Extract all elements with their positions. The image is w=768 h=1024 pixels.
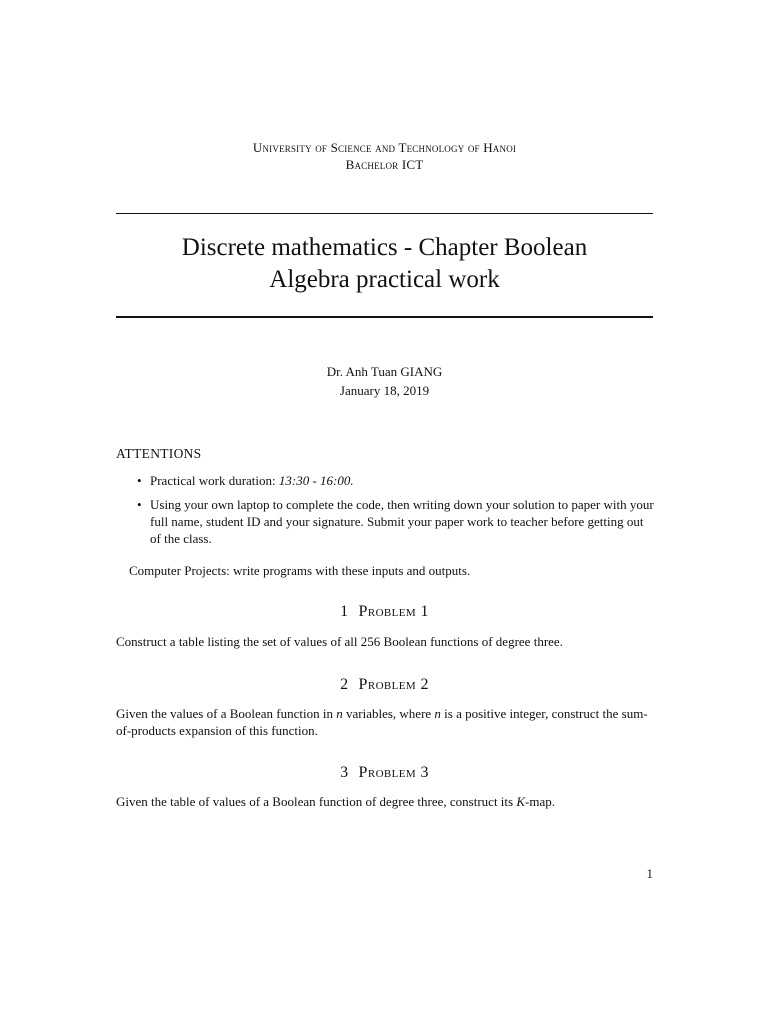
bullet-icon: • <box>137 473 142 488</box>
author-block <box>116 362 653 400</box>
math-variable: K <box>516 794 526 809</box>
institution-header <box>116 139 653 173</box>
document-page <box>116 0 653 1024</box>
document-date: January 18, 2019 <box>339 383 430 398</box>
title-line-2: Algebra practical work <box>269 266 500 293</box>
title-line-1: Discrete mathematics - Chapter Boolean <box>181 234 588 261</box>
section-title: Problem 1 <box>358 603 429 620</box>
math-variable: n <box>434 706 441 721</box>
document-title <box>116 232 653 296</box>
section-body-2 <box>116 706 653 739</box>
title-bottom-rule <box>116 316 653 318</box>
attentions-heading: ATTENTIONS <box>116 446 202 461</box>
section-body-3 <box>116 794 653 811</box>
body-text: Given the table of values of a Boolean function of degree three, construct its <box>116 794 517 809</box>
duration-value: 13:30 - 16:00. <box>278 473 354 488</box>
author-name: Dr. Anh Tuan GIANG <box>326 364 443 379</box>
institution-name: University of Science and Technology of Hanoi <box>252 140 517 155</box>
section-heading-3 <box>116 763 653 783</box>
section-heading-1 <box>116 602 653 622</box>
section-heading-2 <box>116 675 653 695</box>
body-text: variables, where <box>342 706 435 721</box>
program-name: Bachelor ICT <box>345 157 424 172</box>
section-number: 2 <box>340 676 349 693</box>
list-item <box>134 472 654 489</box>
attentions-list <box>134 472 654 554</box>
body-text: -map. <box>525 794 555 809</box>
section-number: 1 <box>340 603 349 620</box>
section-title: Problem 2 <box>358 676 429 693</box>
page-number: 1 <box>646 866 653 881</box>
section-body-1: Construct a table listing the set of values of all 256 Boolean functions of degree three. <box>116 634 563 649</box>
duration-label: Practical work duration: <box>150 473 279 488</box>
math-variable: n <box>336 706 343 721</box>
section-number: 3 <box>340 764 349 781</box>
bullet-icon: • <box>137 497 142 512</box>
body-text: is a positive integer, construct the sum-of-products expansion of this function. <box>116 706 648 738</box>
title-top-rule <box>116 213 653 214</box>
instruction-text: Using your own laptop to complete the code, then writing down your solution to paper with your full name, student ID and your signature. Submit your paper work to teacher before getting out of the class. <box>150 497 654 546</box>
section-title: Problem 3 <box>358 764 429 781</box>
body-text: Given the values of a Boolean function in <box>116 706 337 721</box>
intro-paragraph: Computer Projects: write programs with these inputs and outputs. <box>129 563 471 578</box>
list-item <box>134 496 654 547</box>
